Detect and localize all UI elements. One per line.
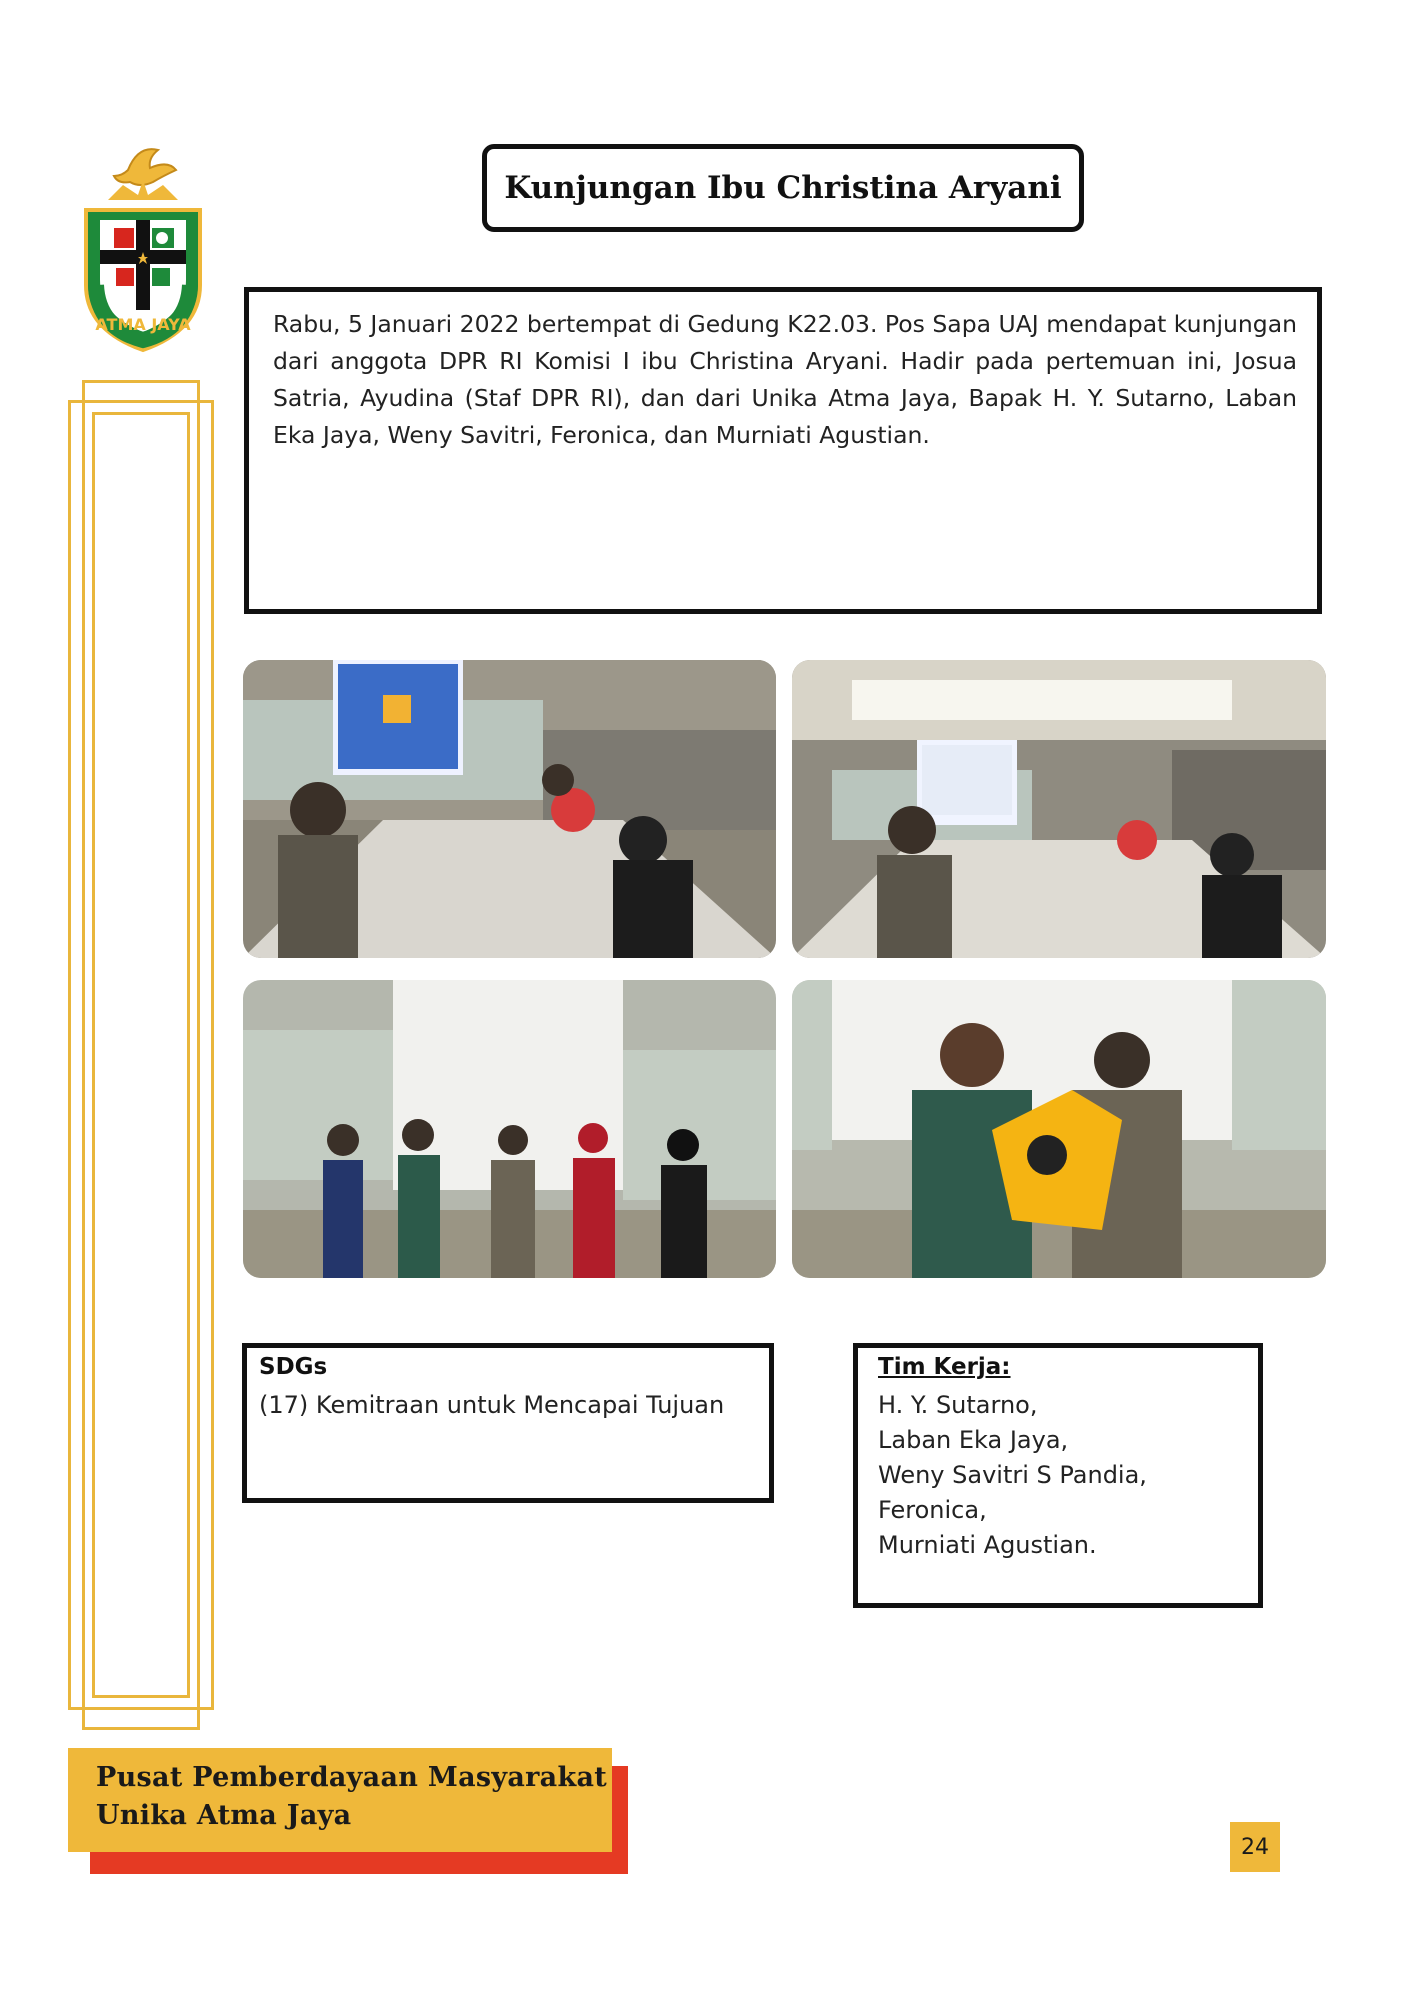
- page-title: Kunjungan Ibu Christina Aryani: [504, 170, 1062, 206]
- page-number: 24: [1230, 1822, 1280, 1872]
- team-member: Weny Savitri S Pandia,: [878, 1461, 1147, 1489]
- photo-group: [243, 980, 776, 1278]
- team-heading: Tim Kerja:: [878, 1354, 1011, 1380]
- description-text: Rabu, 5 Januari 2022 bertempat di Gedung K22.03. Pos Sapa UAJ mendapat kunjungan dari anggota DPR RI Komisi I ibu Christina Aryani. Hadir pada pertemuan ini, Josua Satria, Ayudina (Staf DPR RI), dan dari Unika Atma Jaya, Bapak H. Y. Sutarno, Laban Eka Jaya, Weny Savitri, Feronica, dan Murniati Agustian.: [273, 310, 1297, 449]
- description-box: [244, 287, 1322, 614]
- photo-meeting-1: [243, 660, 776, 958]
- team-member: Feronica,: [878, 1496, 987, 1524]
- footer-line-1: Pusat Pemberdayaan Masyarakat: [96, 1762, 608, 1793]
- footer-line-2: Unika Atma Jaya: [96, 1800, 352, 1831]
- atma-jaya-logo: [78, 140, 208, 355]
- sdgs-item: (17) Kemitraan untuk Mencapai Tujuan: [259, 1391, 725, 1419]
- team-member-list: [878, 1388, 1147, 1563]
- photo-meeting-2: [792, 660, 1326, 958]
- sdgs-box: [242, 1343, 774, 1503]
- footer-banner: [68, 1748, 612, 1852]
- title-box: [482, 144, 1084, 232]
- team-member: Laban Eka Jaya,: [878, 1426, 1069, 1454]
- photo-handover: [792, 980, 1326, 1278]
- team-member: H. Y. Sutarno,: [878, 1391, 1038, 1419]
- decorative-frame-core: [92, 412, 190, 1698]
- logo-text: ATMA JAYA: [95, 315, 191, 334]
- sdgs-heading: SDGs: [259, 1354, 328, 1380]
- team-box: [853, 1343, 1263, 1608]
- team-member: Murniati Agustian.: [878, 1531, 1097, 1559]
